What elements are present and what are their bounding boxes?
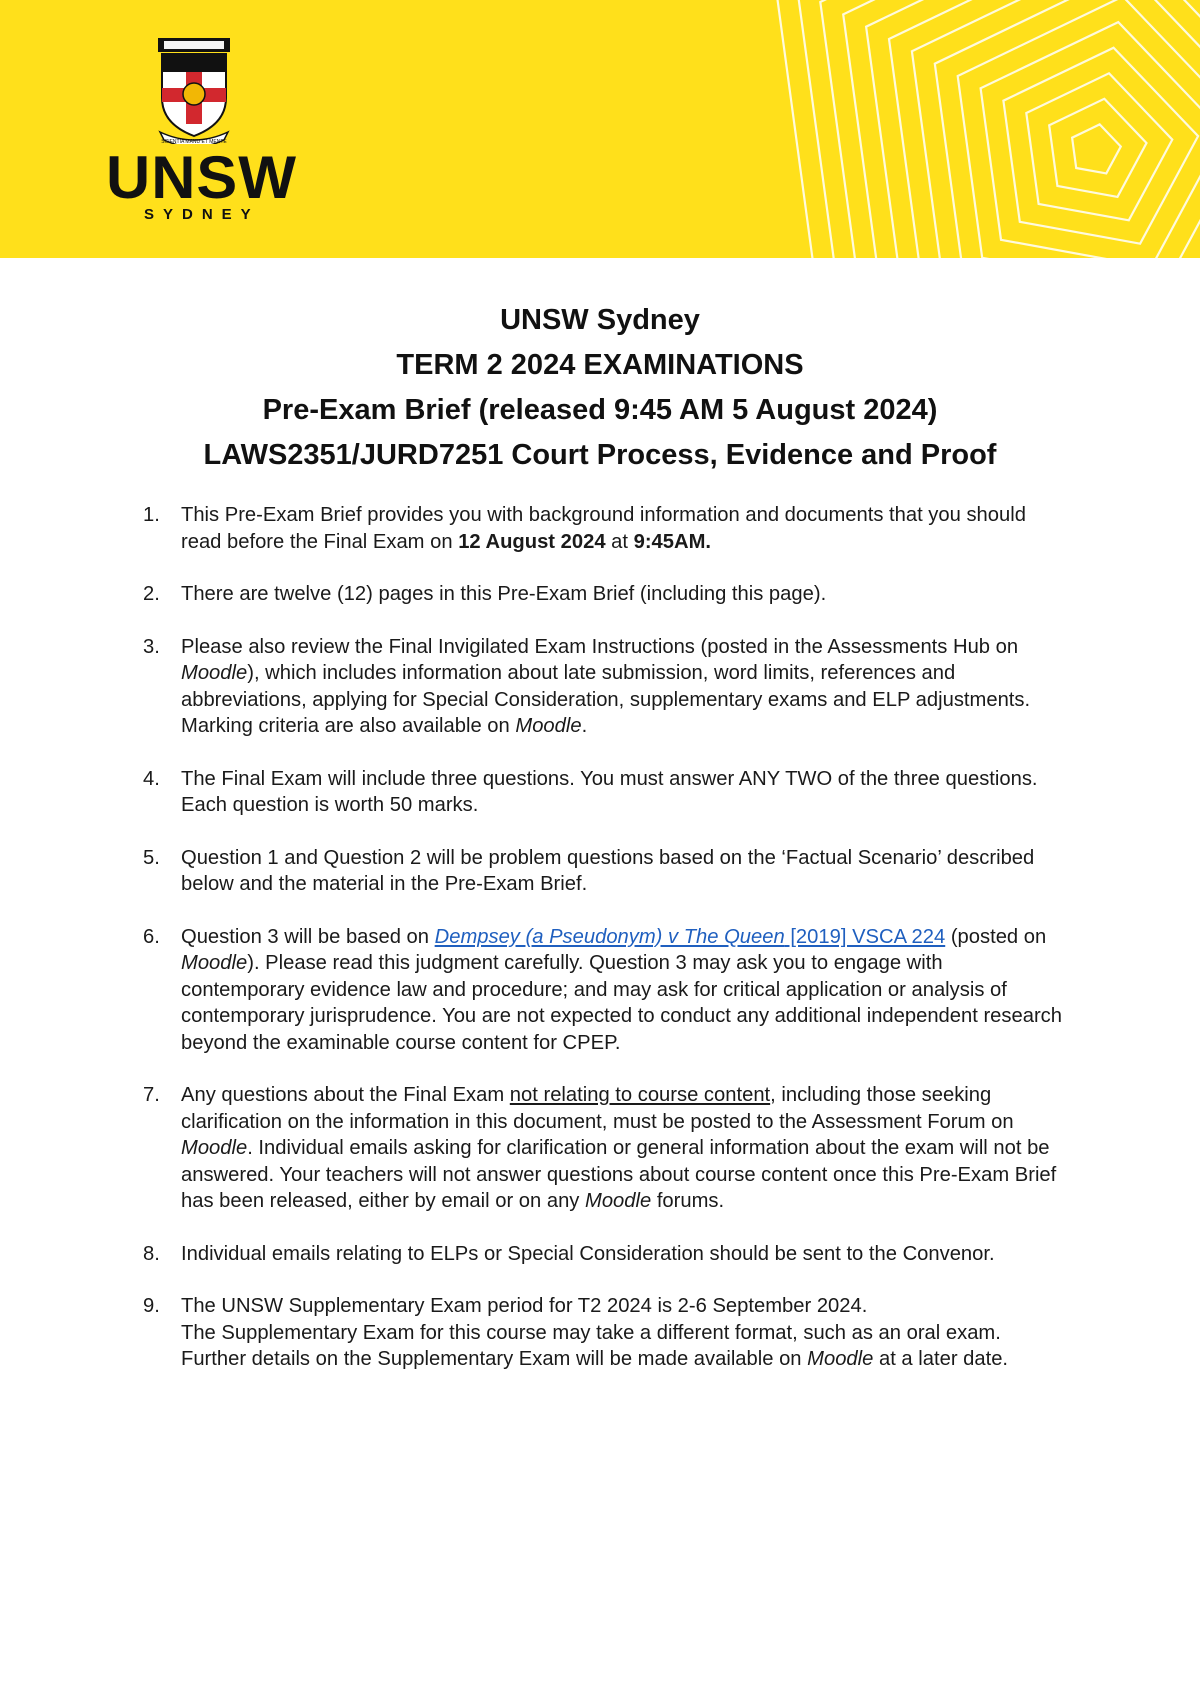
header-banner [0, 0, 1200, 258]
pattern-ring [935, 0, 1200, 258]
list-item: 8. Individual emails relating to ELPs or Special Consideration should be sent to the Convenor. [143, 1242, 995, 1265]
title-brief: Pre-Exam Brief (released 9:45 AM 5 August 2024) [262, 394, 938, 426]
title-university: UNSW Sydney [500, 304, 700, 336]
list-item: 5. Question 1 and Question 2 will be problem questions based on the ‘Factual Scenario’ described below and the material in the Pre-Exam Brief. [143, 846, 1035, 895]
title-term: TERM 2 2024 EXAMINATIONS [396, 349, 804, 381]
document-titles [0, 298, 1200, 478]
pattern-ring [1072, 124, 1121, 173]
list-item: 2. There are twelve (12) pages in this Pre-Exam Brief (including this page). [143, 583, 827, 605]
list-item: 4. The Final Exam will include three questions. You must answer ANY TWO of the three questions. Each question is worth 50 marks. [143, 767, 1038, 816]
logo-subtitle: SYDNEY [144, 206, 260, 223]
title-course: LAWS2351/JURD7251 Court Process, Evidence and Proof [203, 439, 997, 471]
list-item: 3. Please also review the Final Invigilated Exam Instructions (posted in the Assessments Hub on Moodle), which includes information about late submission, word limits, references and abbreviations, applying for Special Consideration, supplementary exams and ELP adjustments. Marking criteria are also available on Moodle. [143, 635, 1031, 737]
instruction-list [143, 502, 1063, 1399]
list-item: 9. The UNSW Supplementary Exam period for T2 2024 is 2-6 September 2024. The Supplementary Exam for this course may take a different format, such as an oral exam. Further details on the Supplementary Exam will be made available on Moodle at a later date. [143, 1295, 1009, 1370]
pattern-ring [1049, 99, 1146, 197]
unsw-logo [100, 36, 298, 226]
pattern-ring [981, 22, 1200, 258]
logo-wordmark: UNSW [106, 144, 298, 211]
svg-text:SCIENTIA MANU ET MENTE: SCIENTIA MANU ET MENTE [161, 139, 227, 144]
list-item: 7. Any questions about the Final Exam not relating to course content, including those seeking clarification on the information in this document, must be posted to the Assessment Forum on Moodle. Individual emails asking for clarification or general information about the exam will not be answered. Your teachers will not answer questions about course content once this Pre-Exam Brief has been released, either by email or on any Moodle forums. [143, 1084, 1057, 1212]
list-item: 1. This Pre-Exam Brief provides you with background information and documents that you should read before the Final Exam on 12 August 2024 at 9:45AM. [143, 504, 1026, 553]
crest-icon [156, 36, 232, 144]
pattern-ring [1026, 73, 1172, 220]
dempsey-case-link[interactable]: Dempsey (a Pseudonym) v The Queen [2019] VSCA 224 [434, 925, 946, 948]
pattern-ring [843, 0, 1200, 258]
list-item: 6. Question 3 will be based on Dempsey (a Pseudonym) v The Queen [2019] VSCA 224 (posted on Moodle). Please read this judgment carefully. Question 3 may ask you to engage with contemporary evidence law and procedure; and may ask for critical application or analysis of contemporary jurisprudence. You are not expected to conduct any additional independent research beyond the examinable course content for CPEP. [143, 925, 1062, 1054]
pattern-ring [820, 0, 1200, 258]
